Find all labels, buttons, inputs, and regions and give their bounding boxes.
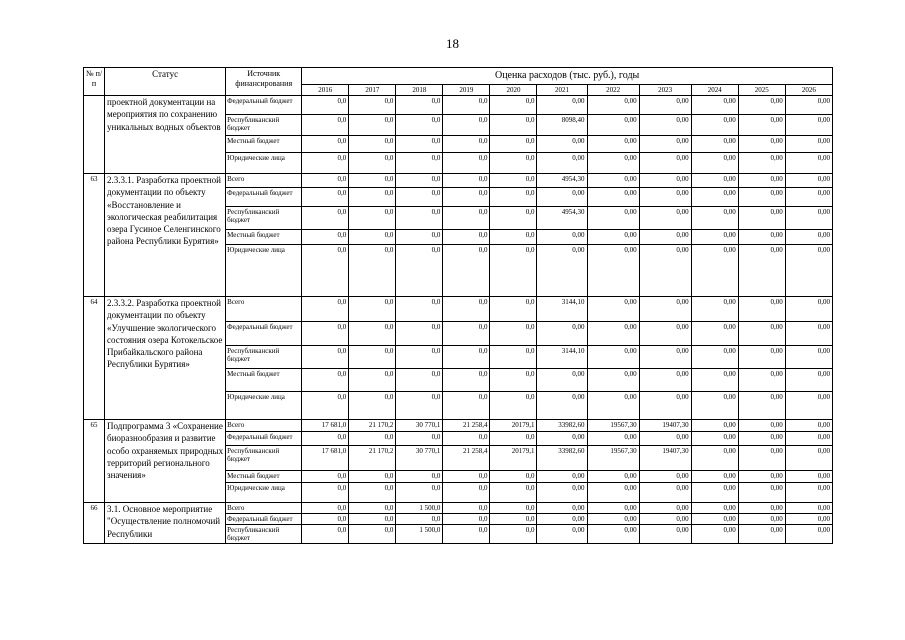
value-cell: 0,00 [639, 514, 691, 525]
value-cell: 0,00 [738, 420, 785, 432]
value-cell: 0,0 [302, 245, 349, 297]
value-cell: 0,0 [302, 471, 349, 483]
funding-source-cell: Местный бюджет [226, 136, 302, 153]
value-cell: 0,0 [349, 392, 396, 420]
value-cell: 0,0 [490, 322, 537, 346]
funding-source-cell: Местный бюджет [226, 471, 302, 483]
value-cell: 0,0 [302, 392, 349, 420]
row-number: 63 [84, 174, 105, 297]
value-cell: 0,00 [639, 207, 691, 230]
value-cell: 0,0 [490, 483, 537, 503]
value-cell: 0,00 [537, 432, 587, 446]
value-cell: 0,0 [302, 136, 349, 153]
funding-source-cell: Всего [226, 503, 302, 514]
value-cell: 0,00 [587, 369, 639, 392]
value-cell: 0,00 [691, 322, 738, 346]
value-cell: 0,0 [490, 136, 537, 153]
value-cell: 0,00 [639, 503, 691, 514]
value-cell: 0,00 [785, 346, 832, 369]
value-cell: 0,00 [587, 525, 639, 544]
value-cell: 0,0 [349, 174, 396, 188]
value-cell: 0,0 [396, 297, 443, 322]
row-number: 66 [84, 503, 105, 544]
row-number: 64 [84, 297, 105, 420]
status-cell: 2.3.3.1. Разработка проектной документации по объекту «Восстановление и экологическая реабилитация озера Гусиное Селенгинского района Республики Бурятия» [105, 174, 226, 297]
value-cell: 0,00 [785, 369, 832, 392]
value-cell: 0,00 [639, 392, 691, 420]
value-cell: 0,0 [349, 115, 396, 136]
value-cell: 0,0 [302, 503, 349, 514]
value-cell: 0,0 [396, 136, 443, 153]
page-number: 18 [446, 36, 459, 51]
value-cell: 0,0 [443, 207, 490, 230]
year-header: 2025 [738, 85, 785, 96]
value-cell: 0,00 [639, 188, 691, 207]
year-header: 2020 [490, 85, 537, 96]
value-cell: 0,00 [785, 514, 832, 525]
value-cell: 0,00 [738, 525, 785, 544]
value-cell: 0,0 [443, 346, 490, 369]
value-cell: 0,00 [785, 420, 832, 432]
value-cell: 0,00 [587, 174, 639, 188]
value-cell: 0,00 [691, 245, 738, 297]
value-cell: 0,00 [639, 346, 691, 369]
value-cell: 0,00 [691, 420, 738, 432]
value-cell: 0,0 [443, 392, 490, 420]
expenditure-table [83, 67, 833, 544]
value-cell: 30 770,1 [396, 420, 443, 432]
value-cell: 0,0 [349, 483, 396, 503]
header-source: Источник финансирования [226, 68, 302, 96]
funding-source-cell: Юридические лица [226, 153, 302, 174]
value-cell: 0,00 [738, 297, 785, 322]
value-cell: 0,0 [396, 471, 443, 483]
value-cell: 0,00 [738, 483, 785, 503]
value-cell: 21 170,2 [349, 420, 396, 432]
value-cell: 0,00 [537, 245, 587, 297]
value-cell: 0,00 [738, 346, 785, 369]
value-cell: 0,0 [349, 322, 396, 346]
value-cell: 20179,1 [490, 420, 537, 432]
value-cell: 0,00 [537, 483, 587, 503]
value-cell: 0,0 [302, 96, 349, 115]
value-cell: 21 170,2 [349, 446, 396, 471]
value-cell: 0,0 [302, 230, 349, 245]
value-cell: 0,00 [738, 446, 785, 471]
value-cell: 0,00 [587, 471, 639, 483]
value-cell: 0,00 [691, 483, 738, 503]
value-cell: 0,00 [785, 96, 832, 115]
value-cell: 0,00 [639, 136, 691, 153]
value-cell: 33982,60 [537, 420, 587, 432]
value-cell: 0,00 [738, 136, 785, 153]
value-cell: 0,0 [302, 115, 349, 136]
table-row [84, 420, 833, 432]
value-cell: 0,00 [639, 322, 691, 346]
header-num: № п/п [84, 68, 105, 96]
value-cell: 0,0 [302, 432, 349, 446]
value-cell: 0,0 [396, 207, 443, 230]
value-cell: 0,00 [691, 525, 738, 544]
value-cell: 0,00 [738, 207, 785, 230]
value-cell: 0,00 [587, 297, 639, 322]
value-cell: 0,0 [443, 136, 490, 153]
value-cell: 0,00 [785, 153, 832, 174]
value-cell: 0,0 [490, 96, 537, 115]
value-cell: 19407,30 [639, 420, 691, 432]
value-cell: 0,00 [537, 96, 587, 115]
value-cell: 0,0 [349, 136, 396, 153]
table-row [84, 297, 833, 322]
value-cell: 0,00 [587, 322, 639, 346]
table-row [84, 96, 833, 115]
value-cell: 0,0 [349, 96, 396, 115]
year-header: 2016 [302, 85, 349, 96]
table-row [84, 174, 833, 188]
value-cell: 3144,10 [537, 346, 587, 369]
year-header: 2026 [785, 85, 832, 96]
value-cell: 0,0 [349, 245, 396, 297]
value-cell: 0,00 [785, 136, 832, 153]
value-cell: 0,0 [443, 432, 490, 446]
value-cell: 0,00 [691, 96, 738, 115]
value-cell: 0,0 [443, 297, 490, 322]
funding-source-cell: Всего [226, 297, 302, 322]
value-cell: 0,0 [302, 514, 349, 525]
value-cell: 0,00 [639, 432, 691, 446]
value-cell: 0,00 [691, 188, 738, 207]
funding-source-cell: Юридические лица [226, 483, 302, 503]
value-cell: 0,00 [587, 230, 639, 245]
value-cell: 0,00 [639, 115, 691, 136]
value-cell: 0,0 [349, 369, 396, 392]
value-cell: 0,00 [691, 514, 738, 525]
value-cell: 0,00 [639, 297, 691, 322]
value-cell: 0,00 [537, 392, 587, 420]
value-cell: 0,0 [396, 514, 443, 525]
value-cell: 0,0 [349, 207, 396, 230]
status-cell: проектной документации на мероприятия по сохранению уникальных водных объектов [105, 96, 226, 174]
value-cell: 0,0 [396, 346, 443, 369]
value-cell: 0,0 [490, 245, 537, 297]
value-cell: 0,0 [349, 297, 396, 322]
year-header: 2023 [639, 85, 691, 96]
value-cell: 0,0 [302, 174, 349, 188]
value-cell: 0,00 [537, 525, 587, 544]
value-cell: 0,00 [537, 230, 587, 245]
value-cell: 0,00 [738, 96, 785, 115]
value-cell: 0,0 [396, 115, 443, 136]
value-cell: 0,00 [639, 230, 691, 245]
value-cell: 0,00 [738, 230, 785, 245]
value-cell: 0,00 [738, 115, 785, 136]
value-cell: 0,00 [738, 392, 785, 420]
value-cell: 0,0 [490, 346, 537, 369]
value-cell: 0,00 [738, 188, 785, 207]
value-cell: 0,00 [587, 346, 639, 369]
value-cell: 19567,30 [587, 446, 639, 471]
value-cell: 0,00 [691, 446, 738, 471]
value-cell: 0,00 [691, 503, 738, 514]
value-cell: 0,0 [302, 297, 349, 322]
value-cell: 0,00 [785, 230, 832, 245]
value-cell: 3144,10 [537, 297, 587, 322]
funding-source-cell: Республиканский бюджет [226, 525, 302, 544]
funding-source-cell: Юридические лица [226, 392, 302, 420]
value-cell: 0,0 [349, 503, 396, 514]
value-cell: 0,0 [443, 471, 490, 483]
value-cell: 0,0 [490, 188, 537, 207]
value-cell: 0,0 [443, 153, 490, 174]
value-cell: 0,0 [302, 153, 349, 174]
value-cell: 0,00 [691, 471, 738, 483]
value-cell: 0,00 [587, 392, 639, 420]
value-cell: 0,00 [587, 188, 639, 207]
value-cell: 0,0 [396, 483, 443, 503]
value-cell: 0,00 [785, 245, 832, 297]
value-cell: 0,0 [302, 369, 349, 392]
value-cell: 0,0 [443, 188, 490, 207]
year-header: 2017 [349, 85, 396, 96]
funding-source-cell: Федеральный бюджет [226, 514, 302, 525]
value-cell: 0,0 [490, 514, 537, 525]
table-body [84, 96, 833, 544]
value-cell: 0,00 [587, 503, 639, 514]
value-cell: 8098,40 [537, 115, 587, 136]
value-cell: 20179,1 [490, 446, 537, 471]
value-cell: 0,0 [443, 483, 490, 503]
funding-source-cell: Федеральный бюджет [226, 322, 302, 346]
value-cell: 0,00 [587, 96, 639, 115]
value-cell: 0,00 [639, 153, 691, 174]
value-cell: 0,0 [396, 245, 443, 297]
value-cell: 0,00 [738, 369, 785, 392]
value-cell: 0,0 [490, 503, 537, 514]
value-cell: 17 681,0 [302, 446, 349, 471]
value-cell: 0,0 [349, 346, 396, 369]
value-cell: 0,0 [396, 392, 443, 420]
value-cell: 0,0 [349, 153, 396, 174]
funding-source-cell: Республиканский бюджет [226, 115, 302, 136]
value-cell: 0,0 [349, 230, 396, 245]
value-cell: 0,0 [302, 207, 349, 230]
value-cell: 0,0 [443, 322, 490, 346]
funding-source-cell: Местный бюджет [226, 369, 302, 392]
funding-source-cell: Юридические лица [226, 245, 302, 297]
value-cell: 0,0 [349, 188, 396, 207]
value-cell: 19407,30 [639, 446, 691, 471]
funding-source-cell: Федеральный бюджет [226, 432, 302, 446]
value-cell: 0,00 [738, 322, 785, 346]
value-cell: 0,0 [490, 207, 537, 230]
value-cell: 0,00 [537, 136, 587, 153]
value-cell: 0,0 [490, 297, 537, 322]
value-cell: 0,00 [738, 174, 785, 188]
funding-source-cell: Республиканский бюджет [226, 446, 302, 471]
value-cell: 0,0 [490, 525, 537, 544]
value-cell: 0,0 [443, 174, 490, 188]
value-cell: 17 681,0 [302, 420, 349, 432]
value-cell: 0,0 [443, 96, 490, 115]
value-cell: 0,00 [785, 446, 832, 471]
value-cell: 0,00 [587, 115, 639, 136]
value-cell: 33982,60 [537, 446, 587, 471]
value-cell: 0,00 [639, 525, 691, 544]
year-header: 2019 [443, 85, 490, 96]
value-cell: 0,00 [587, 514, 639, 525]
value-cell: 0,00 [537, 322, 587, 346]
value-cell: 21 258,4 [443, 446, 490, 471]
value-cell: 0,00 [537, 503, 587, 514]
value-cell: 0,00 [785, 503, 832, 514]
year-header: 2022 [587, 85, 639, 96]
header-estimate: Оценка расходов (тыс. руб.), годы [302, 68, 833, 85]
value-cell: 0,0 [490, 369, 537, 392]
value-cell: 0,00 [738, 245, 785, 297]
value-cell: 0,0 [302, 322, 349, 346]
value-cell: 0,00 [639, 96, 691, 115]
value-cell: 0,00 [537, 188, 587, 207]
value-cell: 0,00 [785, 471, 832, 483]
year-header: 2021 [537, 85, 587, 96]
value-cell: 0,00 [537, 514, 587, 525]
funding-source-cell: Всего [226, 420, 302, 432]
value-cell: 0,00 [587, 245, 639, 297]
value-cell: 0,00 [738, 471, 785, 483]
funding-source-cell: Республиканский бюджет [226, 346, 302, 369]
value-cell: 0,00 [785, 525, 832, 544]
value-cell: 0,00 [587, 207, 639, 230]
value-cell: 0,00 [587, 483, 639, 503]
value-cell: 0,00 [785, 483, 832, 503]
funding-source-cell: Республиканский бюджет [226, 207, 302, 230]
value-cell: 0,00 [587, 153, 639, 174]
value-cell: 0,00 [738, 153, 785, 174]
table-row [84, 503, 833, 514]
value-cell: 0,00 [785, 174, 832, 188]
value-cell: 0,00 [691, 369, 738, 392]
value-cell: 0,00 [639, 174, 691, 188]
status-cell: 2.3.3.2. Разработка проектной документации по объекту «Улучшение экологического состояния озера Котокельское Прибайкальского района Республики Бурятия» [105, 297, 226, 420]
value-cell: 0,0 [443, 115, 490, 136]
funding-source-cell: Всего [226, 174, 302, 188]
row-number [84, 96, 105, 174]
value-cell: 0,00 [691, 230, 738, 245]
value-cell: 0,00 [691, 346, 738, 369]
value-cell: 0,0 [349, 525, 396, 544]
value-cell: 0,00 [691, 115, 738, 136]
funding-source-cell: Местный бюджет [226, 230, 302, 245]
value-cell: 0,0 [396, 96, 443, 115]
value-cell: 0,0 [490, 392, 537, 420]
value-cell: 0,00 [639, 369, 691, 392]
value-cell: 0,0 [443, 503, 490, 514]
value-cell: 4954,30 [537, 174, 587, 188]
value-cell: 0,00 [785, 115, 832, 136]
value-cell: 0,0 [490, 174, 537, 188]
value-cell: 0,0 [349, 432, 396, 446]
value-cell: 0,00 [639, 471, 691, 483]
value-cell: 0,00 [785, 188, 832, 207]
value-cell: 0,00 [537, 153, 587, 174]
funding-source-cell: Федеральный бюджет [226, 188, 302, 207]
value-cell: 0,00 [785, 392, 832, 420]
value-cell: 0,00 [639, 245, 691, 297]
value-cell: 1 500,0 [396, 525, 443, 544]
value-cell: 0,00 [785, 207, 832, 230]
value-cell: 0,00 [785, 432, 832, 446]
value-cell: 0,0 [490, 471, 537, 483]
value-cell: 0,0 [396, 432, 443, 446]
value-cell: 0,00 [691, 174, 738, 188]
value-cell: 0,00 [785, 322, 832, 346]
value-cell: 0,0 [349, 471, 396, 483]
value-cell: 0,00 [738, 432, 785, 446]
value-cell: 0,0 [396, 153, 443, 174]
value-cell: 0,0 [396, 322, 443, 346]
value-cell: 0,0 [349, 514, 396, 525]
value-cell: 0,0 [490, 432, 537, 446]
value-cell: 0,0 [302, 483, 349, 503]
value-cell: 0,0 [396, 188, 443, 207]
value-cell: 4954,30 [537, 207, 587, 230]
value-cell: 0,00 [691, 153, 738, 174]
value-cell: 21 258,4 [443, 420, 490, 432]
value-cell: 0,0 [443, 525, 490, 544]
funding-source-cell: Федеральный бюджет [226, 96, 302, 115]
status-cell: Подпрограмма 3 «Сохранение биоразнообразия и развитие особо охраняемых природных территорий регионального значения» [105, 420, 226, 503]
value-cell: 30 770,1 [396, 446, 443, 471]
value-cell: 0,00 [537, 369, 587, 392]
value-cell: 19567,30 [587, 420, 639, 432]
row-number: 65 [84, 420, 105, 503]
value-cell: 0,0 [302, 346, 349, 369]
value-cell: 0,00 [639, 483, 691, 503]
value-cell: 0,0 [396, 174, 443, 188]
value-cell: 0,0 [490, 230, 537, 245]
value-cell: 1 500,0 [396, 503, 443, 514]
value-cell: 0,00 [691, 392, 738, 420]
header-status: Статус [105, 68, 226, 96]
status-cell: 3.1. Основное мероприятие "Осуществление полномочий Республики [105, 503, 226, 544]
value-cell: 0,00 [785, 297, 832, 322]
value-cell: 0,0 [396, 230, 443, 245]
value-cell: 0,0 [302, 525, 349, 544]
value-cell: 0,00 [691, 297, 738, 322]
value-cell: 0,00 [537, 471, 587, 483]
value-cell: 0,0 [443, 245, 490, 297]
value-cell: 0,00 [691, 136, 738, 153]
year-header: 2024 [691, 85, 738, 96]
value-cell: 0,00 [587, 432, 639, 446]
value-cell: 0,0 [443, 514, 490, 525]
year-header: 2018 [396, 85, 443, 96]
value-cell: 0,00 [738, 503, 785, 514]
value-cell: 0,0 [490, 153, 537, 174]
value-cell: 0,00 [691, 207, 738, 230]
value-cell: 0,0 [443, 230, 490, 245]
value-cell: 0,0 [302, 188, 349, 207]
value-cell: 0,0 [443, 369, 490, 392]
value-cell: 0,00 [738, 514, 785, 525]
value-cell: 0,0 [490, 115, 537, 136]
value-cell: 0,00 [691, 432, 738, 446]
value-cell: 0,0 [396, 369, 443, 392]
value-cell: 0,00 [587, 136, 639, 153]
